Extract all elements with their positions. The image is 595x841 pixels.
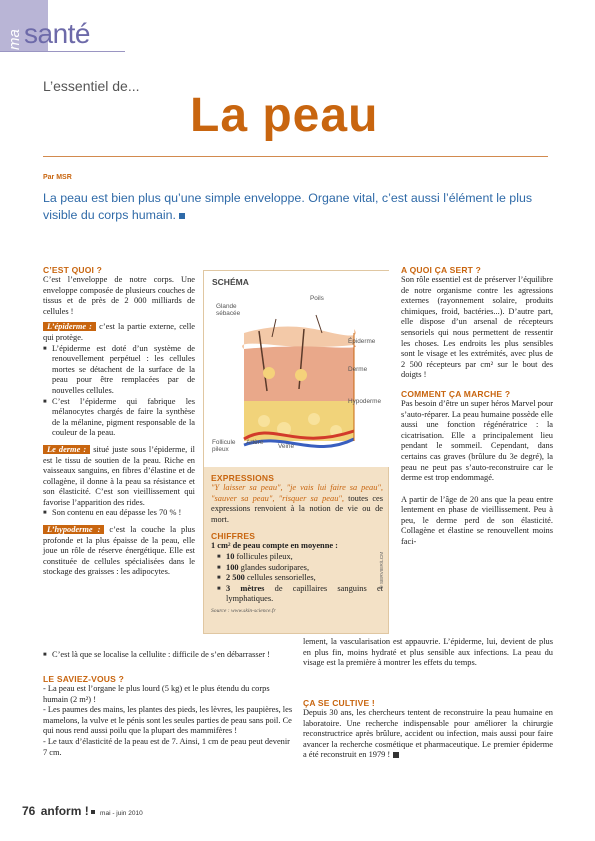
heading-chiffres: CHIFFRES [211,531,256,542]
image-credit: © SERVIER/LCM [380,551,385,589]
column-left [43,265,195,578]
page-number: 76 [22,804,36,818]
issue-date: mai - juin 2010 [100,810,143,817]
chiffres-list [217,552,383,605]
rubric-title: santé [24,18,90,49]
epiderme-para: L’épiderme : c’est la partie externe, celle qui protège. [43,322,196,342]
saviez-item: - Le taux d’élasticité de la peau est de 7. Ainsi, 1 cm de peau peut devenir 7 cm. [43,736,290,757]
schema-box [203,270,389,634]
list-item: ■ 10 follicules pileux, [217,552,383,563]
derme-bullets [43,508,195,519]
column-right [401,265,553,548]
lead-paragraph: La peau est bien plus qu’une simple enveloppe. Organe vital, c’est aussi l’élément le plus visible du corps humain. [43,191,533,222]
list-item: ■ 2 500 cellules sensorielles, [217,573,383,584]
a-quoi-text: Son rôle essentiel est de préserver l’équilibre de notre organisme contre les agressions externes (rayonnement solaire, produits chimiques, froid, bactéries...). D’autre part, elle dispose d’un arsenal de récepteurs sensoriels qui nous permettent de ressentir les choses. Les endroits les plus sensibles sont le visage et les extrémités, avec plus de 2 500 récepteurs par cm² sur le bout des doigts ! [401,275,553,380]
cultive-text: Depuis 30 ans, les chercheurs tentent de reconstruire la peau humaine en laboratoire. Une recherche indispensable pour améliorer la chirurgie reconstructrice après brûlure, accident ou infection, mais aussi pour faire avancer la recherche cosmétique et pharmaceutique. Le premier épiderme a été reconstruit en 1979 ! [303,708,553,760]
vieillissement-text: A partir de l’âge de 20 ans que la peau entre lentement en phase de vieillissement. Peu à peu, le derme perd de son élasticité. Collagène et élastine se renouvellent moins faci- [401,494,553,547]
vieillissement-continuation: lement, la vascularisation est appauvrie. L’épiderme, lui, devient de plus en plus fin, moins hydraté et plus sensible aux infections. La peau du visage est la première à montrer les effets du temps. [303,637,553,668]
list-item: ■ 100 glandes sudoripares, [217,563,383,574]
heading-a-quoi: A QUOI ÇA SERT ? [401,265,482,275]
comment-text: Pas besoin d’être un super héros Marvel pour s’auto-réparer. La peau humaine possède elle aussi une fonction régénératrice : la cicatrisation. Elle a principalement lieu pendant le sommeil. Cependant, dans certains cas graves (brûlure du 3e degré), la peau ne peut pas s’auto-reconstruire car le derme est trop endommagé. [401,398,553,483]
tag-derme: Le derme : [43,445,90,454]
footer [22,804,143,818]
expressions-text: "Y laisser sa peau", "je vais lui faire sa peau", "sauver sa peau", "risquer sa peau", toutes ces expressions renvoient à la notion de vie ou de mort. [211,483,384,524]
rubric-prefix: ma [6,29,23,50]
heading-comment: COMMENT ÇA MARCHE ? [401,388,511,399]
rubric-line [0,51,125,52]
saviez-vous [43,674,295,758]
list-item: ■ Son contenu en eau dépasse les 70 % ! [43,508,195,519]
label-derme: Derme [348,366,368,373]
byline: Par MSR [43,174,72,181]
page-title: La peau [190,89,379,142]
section-cultive [303,698,553,761]
list-item: ■ L’épiderme est doté d’un système de renouvellement perpétuel : les cellules mortes se détachent de la surface de la peau pour être remplacées par de nouvelles cellules. [43,344,195,397]
title-rule [43,156,548,157]
schema-title: SCHÉMA [212,277,249,287]
saviez-item: - La peau est l’organe le plus lourd (5 kg) et le plus étendu du corps humain (2 m²) ! [43,684,270,704]
kicker: L’essentiel de... [43,78,140,94]
chiffres-intro: 1 cm² de peau compte en moyenne : [211,541,338,551]
tag-epiderme: L’épiderme : [43,322,96,331]
label-veine: Veine [278,443,294,450]
saviez-item: - Les paumes des mains, les plantes des pieds, les lèvres, les paupières, les mamelons, la vulve et le pénis sont les seules parties de peau sans poil. Ce qui nous rend aussi poilu que la plupart des mammifères ! [43,705,293,736]
label-artere: Artère [246,439,264,446]
label-poils: Poils [310,295,324,302]
label-glande: Glande sébacée [216,303,241,317]
hypoderme-bullet [43,650,303,661]
label-hypoderme: Hypoderme [348,398,382,405]
heading-cest-quoi: C’EST QUOI ? [43,265,103,275]
list-item: ■ 3 mètres de capillaires sanguins et lymphatiques. [217,584,383,605]
hypoderme-para: L’hypoderme : c’est la couche la plus profonde et la plus épaisse de la peau, elle joue un rôle de réserve énergétique. Elle est constituée de cellules spécialisées dans le stockage des graisses : les adipocytes. [43,525,195,577]
tag-hypoderme: L’hypoderme : [43,525,104,534]
list-item: ■ C’est là que se localise la cellulite : difficile de s’en débarrasser ! [43,650,303,661]
label-follicule: Follicule pileux [212,439,236,453]
source-note: Source : www.skin-science.fr [211,607,276,614]
heading-saviez: LE SAVIEZ-VOUS ? [43,674,124,684]
label-epiderme: Épiderme [348,338,376,345]
list-item: ■ C’est l’épiderme qui fabrique les mélanocytes chargés de faire la synthèse de la mélanine, pigment responsable de la couleur de la peau. [43,397,195,439]
heading-expressions: EXPRESSIONS [211,473,275,483]
magazine-name: anform ! [40,804,89,818]
epiderme-bullets [43,344,195,439]
schema-text [211,473,383,614]
heading-cultive: ÇA SE CULTIVE ! [303,698,375,708]
derme-para: Le derme : situé juste sous l’épiderme, il est le tissu de soutien de la peau. Riche en vaisseaux sanguins, en fibres d’élastine et de collagène, il donne à la peau sa résistance et son élasticité. C’est son vieillissement qui favorise l’apparition des rides. [43,444,195,507]
intro-text: C’est l’enveloppe de notre corps. Une enveloppe composée de plusieurs couches de tissus et de près de 2 000 milliards de cellules ! [43,275,195,316]
